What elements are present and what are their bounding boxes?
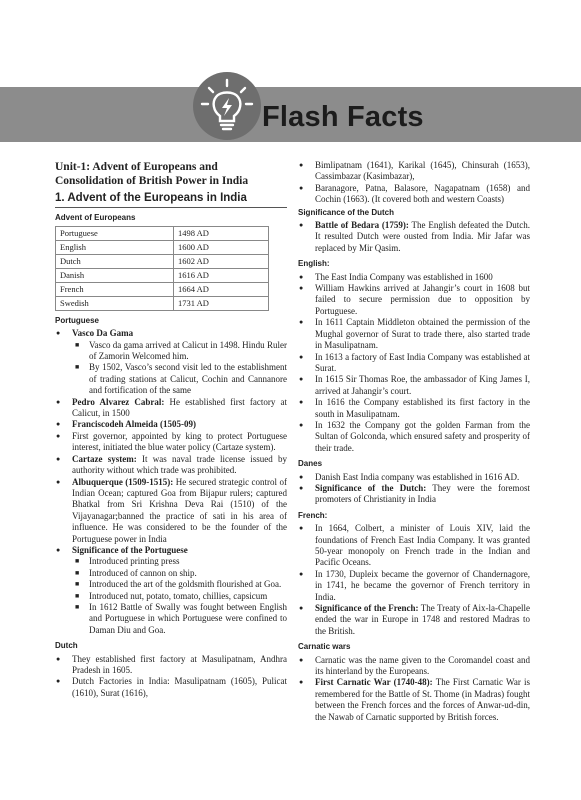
page-title: Flash Facts [262, 101, 424, 133]
list-item: ● Carnatic was the name given to the Coromandel coast and its hinterland by the Europeans. [298, 655, 530, 678]
list-item [55, 477, 287, 545]
list-item: ● Franciscodeh Almeida (1505-09) [55, 419, 287, 430]
item-heading: Significance of the Dutch: [315, 482, 427, 493]
danes-list [298, 472, 530, 506]
advent-table [55, 226, 269, 311]
portuguese-heading: Portuguese [55, 315, 100, 325]
table-row [56, 240, 269, 254]
table-row [56, 254, 269, 268]
list-item [55, 397, 287, 420]
item-text: The Treaty of Aix-la-Chapelle ended the war in Europe in 1748 and restored Madras to the British. [315, 603, 530, 636]
item-heading: Albuquerque (1509-1515): [72, 476, 174, 487]
dutch-significance-list [298, 220, 530, 254]
list-item: ● Vasco Da Gama [55, 328, 287, 339]
list-item: ■ By 1502, Vasco’s second visit led to the establishment of trading stations at Calicut, Cochin and Cannanore and fortification of the same [55, 362, 287, 396]
table-cell: Swedish [56, 296, 174, 310]
item-heading: Cartaze system: [72, 453, 137, 464]
list-item: ● In 1613 a factory of East India Company was established at Surat. [298, 352, 530, 375]
list-item: ■ Introduced of cannon on ship. [55, 568, 287, 579]
list-item: ● Bimlipatnam (1641), Karikal (1645), Chinsurah (1653), Cassimbazar (Kasimbazar), [298, 160, 530, 183]
item-heading: First Carnatic War (1740-48): [315, 677, 433, 688]
french-list [298, 523, 530, 637]
left-column [55, 160, 287, 699]
section-title: 1. Advent of the Europeans in India [55, 193, 287, 208]
list-item: ■ In 1612 Battle of Swally was fought between English and Portuguese in which Portuguese were confined to Daman Diu and Goa. [55, 602, 287, 636]
danes-heading: Danes [298, 459, 323, 469]
carnatic-heading: Carnatic wars [298, 642, 351, 652]
list-item: ● In 1615 Sir Thomas Roe, the ambassador of King James I, arrived at Jahangir’s court. [298, 374, 530, 397]
list-item: ● Dutch Factories in India: Masulipatnam (1605), Pulicat (1610), Surat (1616), [55, 676, 287, 699]
table-cell: 1498 AD [174, 226, 269, 240]
lightbulb-icon [193, 72, 261, 140]
item-heading: Pedro Alvarez Cabral: [72, 396, 165, 407]
french-heading: French: [298, 510, 328, 520]
table-row [56, 296, 269, 310]
table-cell: 1731 AD [174, 296, 269, 310]
table-cell: English [56, 240, 174, 254]
list-item [298, 220, 530, 254]
table-row [56, 226, 269, 240]
carnatic-list [298, 655, 530, 723]
list-item: ● The East India Company was established in 1600 [298, 272, 530, 283]
dutch-heading: Dutch [55, 641, 78, 651]
table-cell: French [56, 282, 174, 296]
list-item: ● William Hawkins arrived at Jahangir’s court in 1608 but failed to secure permission due to opposition by Portuguese. [298, 283, 530, 317]
list-item: ● Baranagore, Patna, Balasore, Nagapatnam (1658) and Cochin (1663). (It covered both and western Coasts) [298, 183, 530, 206]
item-text: It was naval trade license issued by authority without which trade was prohibited. [72, 453, 287, 476]
item-heading: Significance of the French: [315, 603, 419, 614]
portuguese-list [55, 328, 287, 636]
table-cell: 1600 AD [174, 240, 269, 254]
list-item [298, 677, 530, 723]
list-item: ● In 1664, Colbert, a minister of Louis XIV, laid the foundations of French East India Company. It was granted 50-year monopoly on French trade in the Indian and Pacific Oceans. [298, 523, 530, 569]
table-cell: Dutch [56, 254, 174, 268]
item-text: He established first factory at Calicut, in 1500 [72, 396, 287, 419]
table-cell: Portuguese [56, 226, 174, 240]
list-item: ■ Vasco da gama arrived at Calicut in 1498. Hindu Ruler of Zamorin Welcomed him. [55, 340, 287, 363]
list-item: ● Danish East India company was established in 1616 AD. [298, 472, 530, 483]
item-text: The English defeated the Dutch. It resulted Dutch were ousted from India. Mir Jafar was replaced by Mir Qasim. [315, 220, 530, 253]
dutch-list-continued [298, 160, 530, 206]
list-item: ● In 1611 Captain Middleton obtained the permission of the Mughal governor of Surat to trade there, also started trade in Masulipatnam. [298, 317, 530, 351]
right-column [298, 160, 530, 723]
english-heading: English: [298, 259, 330, 269]
item-text: They were the foremost promoters of Christianity in India [315, 482, 530, 505]
dutch-list [55, 654, 287, 700]
item-text: The First Carnatic War is remembered for the Battle of St. Thome (in Madras) fought between the French forces and the forces of Anwar-ud-din, the Nawab of Carnatic supported by British forces. [315, 677, 530, 722]
advent-heading: Advent of Europeans [55, 213, 136, 223]
table-cell: 1602 AD [174, 254, 269, 268]
english-list [298, 272, 530, 455]
list-item: ■ Introduced printing press [55, 556, 287, 567]
list-item: ● In 1616 the Company established its first factory in the south in Masulipatnam. [298, 397, 530, 420]
list-item [55, 454, 287, 477]
list-item [298, 483, 530, 506]
list-item: ● In 1730, Dupleix became the governor of Chandernagore, in 1741, he became the governor of French territory in India. [298, 569, 530, 603]
list-item [298, 603, 530, 637]
table-row [56, 268, 269, 282]
list-item: ● In 1632 the Company got the golden Farman from the Sultan of Golconda, which ensured safety and prosperity of their trade. [298, 420, 530, 454]
list-item: ● Significance of the Portuguese [55, 545, 287, 556]
list-item: ● They established first factory at Masulipatnam, Andhra Pradesh in 1605. [55, 654, 287, 677]
list-item: ■ Introduced the art of the goldsmith flourished at Goa. [55, 579, 287, 590]
item-text: He secured strategic control of Indian Ocean; captured Goa from Bijapur rulers; captured Bhatkal from Sri Krishna Deva Rai (1510) of the Vijayanagar;banned the practice of sati in his area of influence. He was considered to be the founder of the Portuguese power in India [72, 476, 288, 544]
table-row [56, 282, 269, 296]
dutch-significance-heading: Significance of the Dutch [298, 207, 395, 217]
table-cell: 1616 AD [174, 268, 269, 282]
item-heading: Battle of Bedara (1759): [315, 220, 409, 231]
list-item: ● First governor, appointed by king to protect Portuguese interest, initiated the blue water policy (Cartaze system). [55, 431, 287, 454]
list-item: ■ Introduced nut, potato, tomato, chillies, capsicum [55, 591, 287, 602]
unit-title: Unit-1: Advent of Europeans and Consolidation of British Power in India [55, 161, 249, 187]
table-cell: 1664 AD [174, 282, 269, 296]
table-cell: Danish [56, 268, 174, 282]
